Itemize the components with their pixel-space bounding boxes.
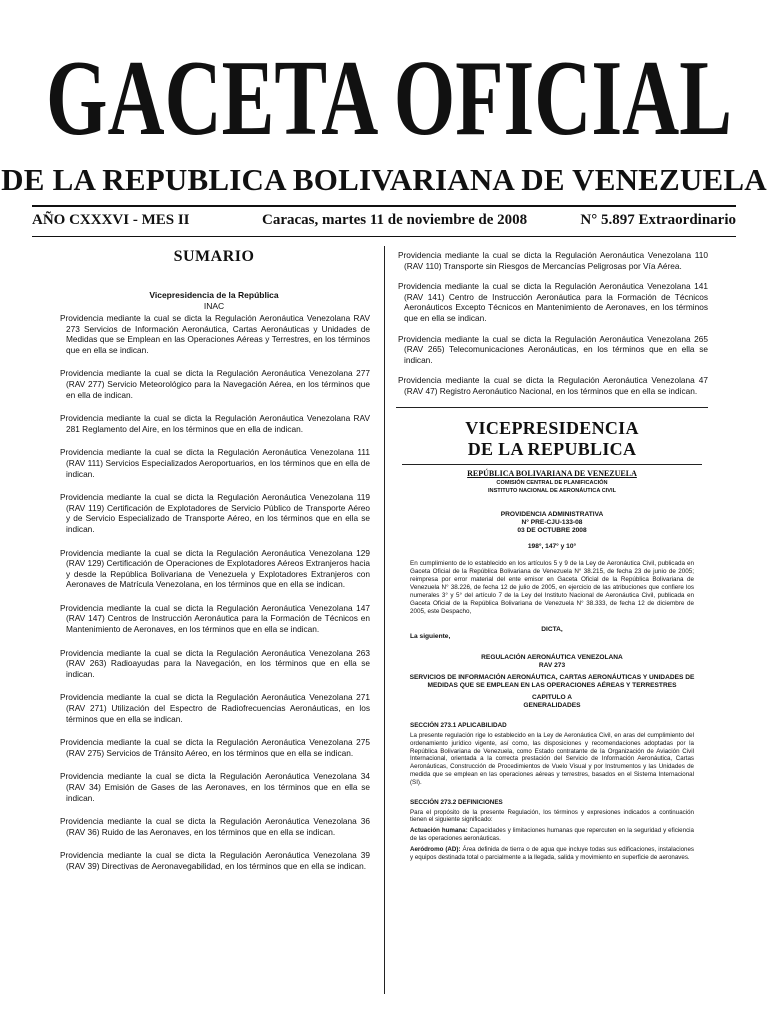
vp-title-rule [402,464,702,465]
section-273-2-title: SECCIÓN 273.2 DEFINICIONES [410,798,503,806]
regulation-title: REGULACIÓN AERONÁUTICA VENEZOLANA [481,653,623,661]
providencia-date: 03 DE OCTUBRE 2008 [517,526,587,534]
dicta-label: DICTA, [541,625,563,633]
section-273-1-text: La presente regulación rige lo establecido en la Ley de Aeronáutica Civil, en aras del cumplimiento del ordenamiento jurídico vigente, así como, las disposiciones y recomendaciones adoptadas por la República Bolivariana de Venezuela, como Estado contratante de la Organización de Aviación Civil Internacional, orientada a la correcta prestación del Servicio de Información Aeronáutica, Cartas Aeronáuticas, Construcción de Procedimientos de Vuelo Visual y por Instrumentos y las Unidades de medida que se emplean en las operaciones aéreas y terrestres, basados en el Sistema Internacional (SI). [410,731,694,786]
section-273-1-title: SECCIÓN 273.1 APLICABILIDAD [410,721,507,729]
providencia-title: PROVIDENCIA ADMINISTRATIVA [500,510,604,518]
sumario-entry: Providencia mediante la cual se dicta la Regulación Aeronáutica Venezolana 265 (RAV 265) Telecomunicaciones Aeronáuticas, en los términos que en ella se indican. [398,333,708,365]
sumario-heading: SUMARIO [173,248,255,265]
sumario-entries-left [58,313,370,872]
sumario-entry: Providencia mediante la cual se dicta la Regulación Aeronáutica Venezolana 34 (RAV 34) Emisión de Gases de las Aeronaves, en los términos que en ella se indican. [60,771,370,803]
sumario-section: Vicepresidencia de la República [149,290,279,300]
sumario-entry: Providencia mediante la cual se dicta la Regulación Aeronáutica Venezolana 147 (RAV 147) Centros de Instrucción Aeronáutica para la Formación de Técnicos en Mantenimiento de Aeronaves, en los términos que en ella se indican. [60,602,370,635]
sumario-entry: Providencia mediante la cual se dicta la Regulación Aeronáutica Venezolana RAV 281 Reglamento del Aire, en los términos que en ella de indican. [60,413,370,434]
chapter-label: CAPITULO A [531,693,573,701]
instituto-line: INSTITUTO NACIONAL DE AERONÁUTICA CIVIL [487,488,617,495]
right-column [396,250,708,861]
vicepresidencia-title [396,418,708,460]
siguiente-label: La siguiente, [410,632,451,640]
comision-line: COMISIÓN CENTRAL DE PLANIFICACIÓN [496,479,608,486]
sumario-end-rule [396,407,708,408]
definition-text: Capacidades y limitaciones humanas que repercuten en la seguridad y eficiencia de las operaciones aeronáuticas. [410,827,694,842]
regulation-subject: SERVICIOS DE INFORMACIÓN AERONÁUTICA, CARTAS AERONÁUTICAS Y UNIDADES DE MEDIDAS QUE SE EMPLEAN EN LAS OPERACIONES AÉREAS Y TERRESTRES [409,674,695,690]
gazette-subtitle: DE LA REPUBLICA BOLIVARIANA DE VENEZUELA [1,162,767,197]
sumario-entry: Providencia mediante la cual se dicta la Regulación Aeronáutica Venezolana RAV 273 Servicios de Información Aeronáutica, Cartas Aeronáuticas y Unidades de Medidas que se Emplean en las Operaciones Aéreas y Terrestres, en los términos que en ella se indican. [60,313,370,355]
providencia-years: 198°, 147° y 10° [527,542,577,550]
regulation-heading [396,654,708,710]
gazette-title: GACETA OFICIAL [46,39,732,148]
sumario-entry: Providencia mediante la cual se dicta la Regulación Aeronáutica Venezolana 141 (RAV 141) Centro de Instrucción Aeronáutica para la Formación de Técnicos Aeronáuticos Excepto Técnicos en Mantenimiento de Aeronaves, en los términos que en ella se indican. [398,281,708,323]
vp-title-line2: DE LA REPUBLICA [467,438,637,459]
sumario-entry: Providencia mediante la cual se dicta la Regulación Aeronáutica Venezolana 275 (RAV 275) Servicios de Tránsito Aéreo, en los términos que en ella se indican. [60,737,370,758]
sumario-entry: Providencia mediante la cual se dicta la Regulación Aeronáutica Venezolana 39 (RAV 39) Directivas de Aeronavegabilidad, en los términos que en ella se indican. [60,850,370,871]
sumario-entry: Providencia mediante la cual se dicta la Regulación Aeronáutica Venezolana 119 (RAV 119) Certificación de Explotadores de Servicio Público de Transporte Aéreo y de Servicio Especializado de Transporte Aéreo, en los términos que en ella se indican. [60,492,370,534]
column-divider [384,246,385,994]
regulation-number: RAV 273 [538,661,566,669]
sumario-entry: Providencia mediante la cual se dicta la Regulación Aeronáutica Venezolana 271 (RAV 271) Utilización del Espectro de Radiofrecuencias Aeronáuticas, en los términos que en ella se indican. [60,692,370,724]
providencia-number: N° PRE-CJU-133-08 [521,518,583,526]
header-rule-bottom [32,236,736,237]
sumario-entry: Providencia mediante la cual se dicta la Regulación Aeronáutica Venezolana 47 (RAV 47) Registro Aeronáutico Nacional, en los términos que en ella se indican. [398,375,708,396]
republica-header: REPÚBLICA BOLIVARIANA DE VENEZUELA [467,468,637,478]
definition-term: Actuación humana: [410,827,468,835]
sumario-entry: Providencia mediante la cual se dicta la Regulación Aeronáutica Venezolana 129 (RAV 129) Certificación de Operaciones de Explotadores Aéreos Extranjeros hacia y desde la República Bolivariana de Venezuela y Explotadores Extranjeros con Aeronaves de Matrícula Venezolana, en los términos que en ella se indican. [60,547,370,590]
sumario-entry: Providencia mediante la cual se dicta la Regulación Aeronáutica Venezolana 111 (RAV 111) Servicios Especializados Aeroportuarios, en los términos que en ella de indican. [60,447,370,479]
chapter-title: GENERALIDADES [523,701,581,709]
header-rule-top [32,205,736,207]
sumario-entry: Providencia mediante la cual se dicta la Regulación Aeronáutica Venezolana 263 (RAV 263) Radioayudas para la Navegación, en los términos que en ella se indican. [60,647,370,679]
vp-title-line1: VICEPRESIDENCIA [465,417,639,438]
issue-year-month: AÑO CXXXVI - MES II [32,212,190,228]
issue-line [32,212,736,232]
sumario-left-column [58,248,370,885]
definition-aerodromo [410,846,694,862]
sumario-entry: Providencia mediante la cual se dicta la Regulación Aeronáutica Venezolana 277 (RAV 277) Servicio Meteorológico para la Navegación Aérea, en los términos que en ella de indican. [60,368,370,400]
definition-text: Área definida de tierra o de agua que incluye todas sus edificaciones, instalaciones y equipos destinada total o parcialmente a la llegada, salida y movimiento en superficie de aeronaves. [410,845,694,861]
definition-actuacion-humana [410,827,694,843]
providencia-heading [396,511,708,535]
issue-place-date: Caracas, martes 11 de noviembre de 2008 [262,212,528,228]
masthead-title [44,28,734,148]
providencia-preamble: En cumplimiento de lo establecido en los artículos 5 y 9 de la Ley de Aeronáutica Civil, publicada en Gaceta Oficial de la República Bolivariana de Venezuela N° 38.215, de fecha 23 de junio de 2005; reimpresa por error material del ente emisor en Gaceta Oficial de la República Bolivariana de Venezuela N° 38.226, de fecha 12 de julio de 2005, en ejercicio de las atribuciones que confiere los numerales 3° y 5° del artículo 7 de la Ley del Instituto Nacional de Aeronáutica Civil, publicada en Gaceta Oficial de la República Bolivariana de Venezuela N° 38.333, de fecha 12 de diciembre de 2005, este Despacho, [410,559,694,615]
issue-number: N° 5.897 Extraordinario [580,212,736,228]
sumario-entry: Providencia mediante la cual se dicta la Regulación Aeronáutica Venezolana 110 (RAV 110) Transporte sin Riesgos de Mercancías Peligrosas por Vía Aérea. [398,250,708,271]
section-273-2-text: Para el propósito de la presente Regulación, los términos y expresiones indicados a continuación tienen el siguiente significado: [410,808,694,824]
sumario-subsection: INAC [203,301,225,311]
definition-term: Aeródromo (AD): [410,845,461,853]
sumario-entry: Providencia mediante la cual se dicta la Regulación Aeronáutica Venezolana 36 (RAV 36) Ruido de las Aeronaves, en los términos que en ella se indican. [60,816,370,837]
sumario-entries-right [396,250,708,397]
